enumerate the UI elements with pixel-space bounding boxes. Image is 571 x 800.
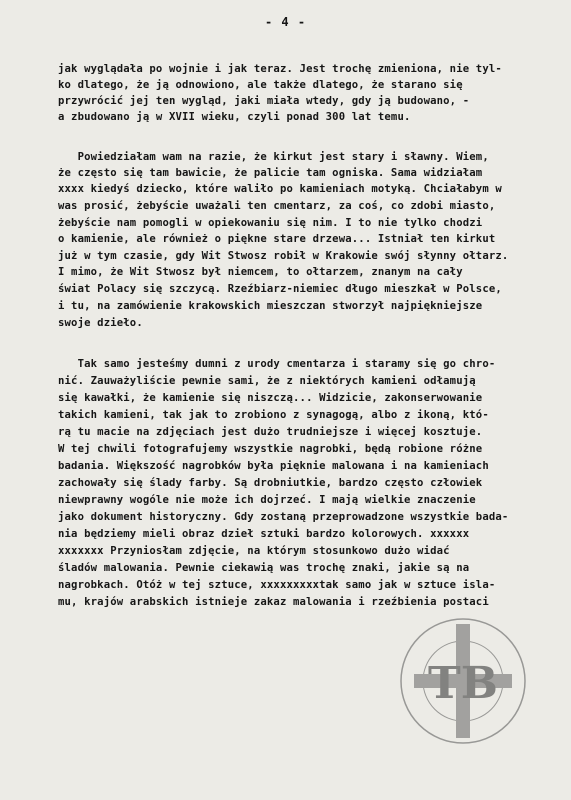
text-line: Tak samo jesteśmy dumni z urody cmentarza i staramy się go chro- (58, 358, 496, 370)
text-line: rą tu macie na zdjęciach jest dużo trudniejsze i więcej kosztuje. (58, 426, 483, 438)
text-line: przywrócić jej ten wygląd, jaki miała wtedy, gdy ją budowano, - (58, 95, 470, 107)
text-line: o kamienie, ale również o piękne stare drzewa... Istniał ten kirkut (58, 233, 496, 245)
text-line: badania. Większość nagrobków była pięknie malowana i na kamieniach (58, 460, 489, 472)
text-line: i tu, na zamówienie krakowskich mieszczan stworzył najpiękniejsze (58, 300, 483, 312)
text-line: W tej chwili fotografujemy wszystkie nagrobki, będą robione różne (58, 443, 483, 455)
text-line: jako dokument historyczny. Gdy zostaną przeprowadzone wszystkie bada- (58, 511, 509, 523)
text-line: zachowały się ślady farby. Są drobniutkie, bardzo często człowiek (58, 477, 483, 489)
text-line: śladów malowania. Pewnie ciekawią was trochę znaki, jakie są na (58, 562, 470, 574)
text-line: Powiedziałam wam na razie, że kirkut jest stary i sławny. Wiem, (58, 151, 489, 163)
text-line: xxxxxxx Przyniosłam zdjęcie, na którym stosunkowo dużo widać (58, 545, 450, 557)
text-line: takich kamieni, tak jak to zrobiono z synagogą, albo z ikoną, któ- (58, 409, 489, 421)
text-line: już w tym czasie, gdy Wit Stwosz robił w Krakowie swój słynny ołtarz. (58, 250, 509, 262)
page-number: - 4 - (264, 15, 307, 29)
text-line: niewprawny wogóle nie może ich dojrzeć. I mają wielkie znaczenie (58, 494, 476, 506)
text-line: świat Polacy się szczycą. Rzeźbiarz-niemiec długo mieszkał w Polsce, (58, 283, 502, 295)
svg-text:TB: TB (428, 658, 498, 709)
text-line: nagrobkach. Otóż w tej sztuce, xxxxxxxxxtak samo jak w sztuce isla- (58, 579, 496, 591)
text-line: że często się tam bawicie, że palicie tam ogniska. Sama widziałam (58, 167, 483, 179)
text-line: nić. Zauważyliście pewnie sami, że z niektórych kamieni odłamują (58, 375, 476, 387)
text-line: mu, krajów arabskich istnieje zakaz malowania i rzeźbienia postaci (58, 596, 489, 608)
text-line: a zbudowano ją w XVII wieku, czyli ponad 300 lat temu. (58, 111, 411, 123)
text-line: żebyście nam pomogli w opiekowaniu się nim. I to nie tylko chodzi (58, 217, 483, 229)
text-line: się kawałki, że kamienie się niszczą... Widzicie, zakonserwowanie (58, 392, 483, 404)
archive-stamp-seal (396, 614, 530, 748)
text-line: ko dlatego, że ją odnowiono, ale także dlatego, że starano się (58, 79, 463, 91)
text-line: was prosić, żebyście uważali ten cmentarz, za coś, co zdobi miasto, (58, 200, 496, 212)
text-line: I mimo, że Wit Stwosz był niemcem, to ołtarzem, znanym na cały (58, 266, 463, 278)
text-line: nia będziemy mieli obraz dzieł sztuki bardzo kolorowych. xxxxxx (58, 528, 470, 540)
text-line: xxxx kiedyś dziecko, które waliło po kamieniach motyką. Chciałabym w (58, 183, 502, 195)
text-line: jak wyglądała po wojnie i jak teraz. Jest trochę zmieniona, nie tyl- (58, 63, 502, 75)
text-line: swoje dzieło. (58, 317, 143, 329)
